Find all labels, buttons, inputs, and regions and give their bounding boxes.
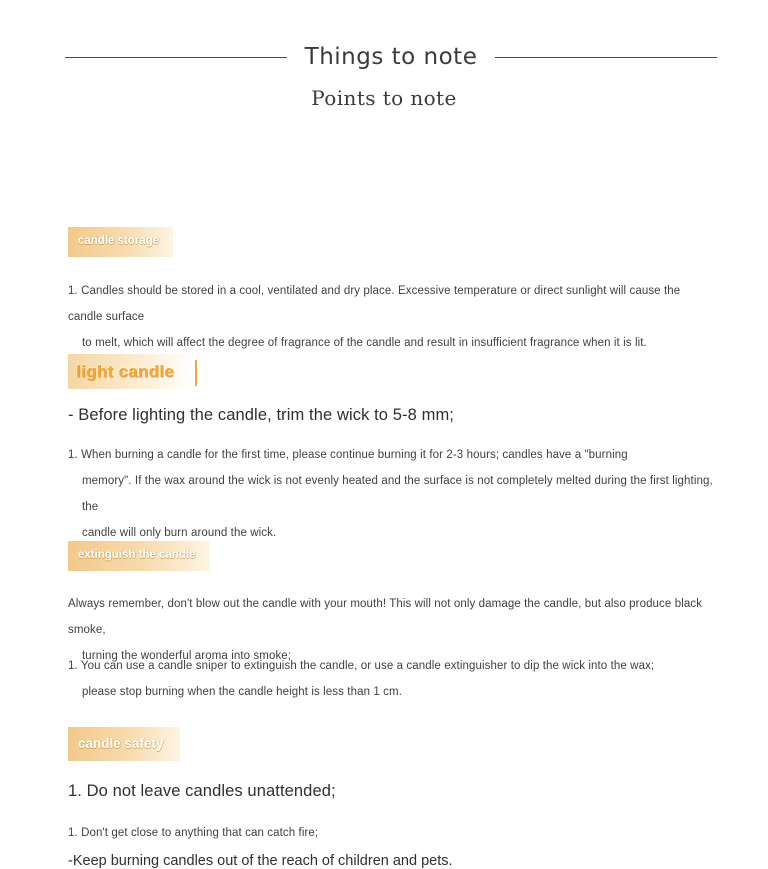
section-tag-light-candle	[68, 354, 197, 389]
safety-line-2: -Keep burning candles out of the reach of children and pets.	[68, 853, 453, 869]
page-title: Things to note	[304, 44, 478, 70]
section-tag-candle-storage	[68, 227, 173, 257]
safety-line-1: 1. Don't get close to anything that can catch fire;	[68, 827, 319, 839]
light-line-2: memory". If the wax around the wick is not evenly heated and the surface is not completely melted during the first lighting, the	[82, 475, 713, 513]
light-line-3: candle will only burn around the wick.	[82, 527, 277, 539]
tag-badge: extinguish the candle	[68, 541, 210, 571]
light-paragraph	[68, 442, 713, 546]
light-heading: - Before lighting the candle, trim the wick to 5-8 mm;	[68, 406, 454, 424]
storage-paragraph	[68, 278, 708, 356]
storage-line-2: to melt, which will affect the degree of fragrance of the candle and result in insufficient fragrance when it is lit.	[82, 337, 647, 349]
extinguish-paragraph-2	[68, 653, 708, 705]
section-tag-candle-safety	[68, 727, 180, 761]
extinguish-p1-line-2: turning the wonderful aroma into smoke;	[82, 650, 292, 662]
storage-line-1: 1. Candles should be stored in a cool, ventilated and dry place. Excessive temperature or direct sunlight will cause the candle surface	[68, 285, 681, 323]
title-row	[0, 44, 768, 70]
extinguish-p2-line-2: please stop burning when the candle height is less than 1 cm.	[82, 686, 402, 698]
page-header	[0, 0, 768, 110]
extinguish-p2-line-1: 1. You can use a candle sniper to extinguish the candle, or use a candle extinguisher to dip the wick into the wax;	[68, 660, 655, 672]
page-subtitle: Points to note	[311, 86, 457, 110]
tag-badge: candle safety	[68, 727, 180, 761]
tag-accent-bar	[195, 360, 197, 386]
tag-badge: candle storage	[68, 227, 173, 257]
safety-heading: 1. Do not leave candles unattended;	[68, 782, 336, 800]
light-line-1: 1. When burning a candle for the first time, please continue burning it for 2-3 hours; candles have a "burning	[68, 449, 628, 461]
tag-badge: light candle	[68, 354, 192, 389]
extinguish-p1-line-1: Always remember, don't blow out the candle with your mouth! This will not only damage the candle, but also produce black smoke,	[68, 598, 703, 636]
title-rule-right	[495, 57, 717, 58]
section-tag-extinguish-candle	[68, 541, 210, 571]
title-rule-left	[65, 57, 287, 58]
